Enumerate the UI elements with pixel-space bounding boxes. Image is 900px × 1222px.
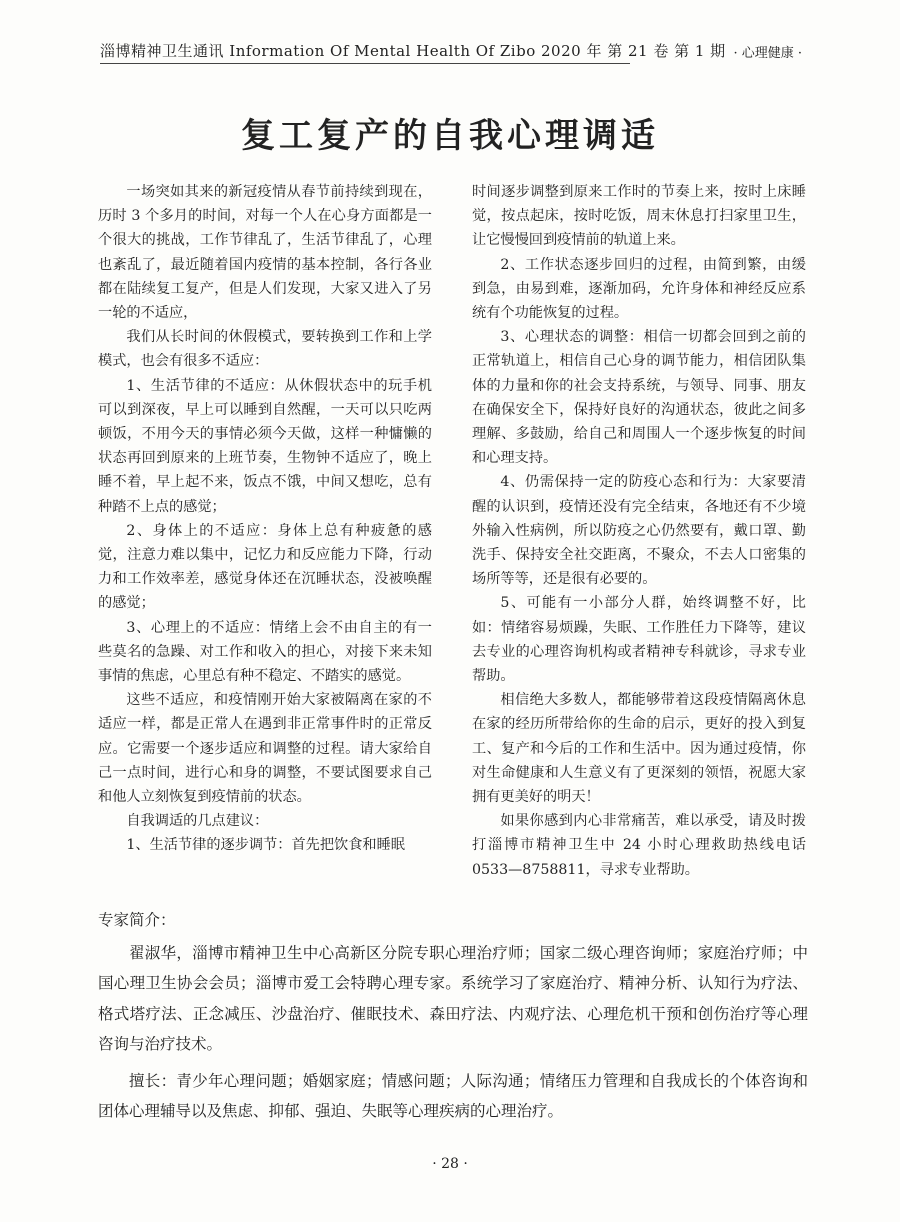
paragraph: 时间逐步调整到原来工作时的节奏上来，按时上床睡觉，按点起床，按时吃饭，周末休息打扫家里卫生，让它慢慢回到疫情前的轨道上来。 xyxy=(472,184,806,249)
paragraph: 1、生活节律的不适应：从休假状态中的玩手机可以到深夜，早上可以睡到自然醒，一天可以只吃两顿饭，不用今天的事情必须今天做，这样一种慵懒的状态再回到原来的上班节奏，生物钟不适应了，晚上睡不着，早上起不来，饭点不饿，中间又想吃，总有种踏不上点的感觉； xyxy=(98,377,432,515)
paragraph: 自我调适的几点建议： xyxy=(126,813,269,830)
expert-bio xyxy=(98,905,808,1127)
article-title: 复工复产的自我心理调适 xyxy=(241,116,659,156)
paragraph: 一场突如其来的新冠疫情从春节前持续到现在，历时 3 个多月的时间，对每一个人在心身方面都是一个很大的挑战，工作节律乱了，生活节律乱了，心理也紊乱了，最近随着国内疫情的基本控制，各行各业都在陆续复工复产，但是人们发现，大家又进入了另一轮的不适应， xyxy=(98,184,432,322)
paragraph: 2、工作状态逐步回归的过程，由简到繁，由缓到急，由易到难，逐渐加码，允许身体和神经反应系统有个功能恢复的过程。 xyxy=(472,256,806,322)
paragraph: 这些不适应，和疫情刚开始大家被隔离在家的不适应一样，都是正常人在遇到非正常事件时的正常反应。它需要一个逐步适应和调整的过程。请大家给自己一点时间，进行心和身的调整，不要试图要求自己和他人立刻恢复到疫情前的状态。 xyxy=(98,692,432,806)
paragraph: 如果你感到内心非常痛苦，难以承受，请及时拨打淄博市精神卫生中 24 小时心理救助热线电话 0533—8758811，寻求专业帮助。 xyxy=(472,813,806,878)
paragraph: 2、身体上的不适应：身体上总有种疲惫的感觉，注意力难以集中，记忆力和反应能力下降，行动力和工作效率差，感觉身体还在沉睡状态，没被唤醒的感觉； xyxy=(98,522,432,612)
paragraph: 4、仍需保持一定的防疫心态和行为：大家要清醒的认识到，疫情还没有完全结束，各地还有不少境外输入性病例，所以防疫之心仍然要有，戴口罩、勤洗手、保持安全社交距离，不聚众，不去人口密集的场所等等，还是很有必要的。 xyxy=(472,474,806,588)
paragraph: 1、生活节律的逐步调节：首先把饮食和睡眠 xyxy=(126,837,405,854)
journal-info: 淄博精神卫生通讯 Information Of Mental Health Of Zibo 2020 年 第 21 卷 第 1 期 xyxy=(100,42,726,60)
paragraph: 5、可能有一小部分人群，始终调整不好，比如：情绪容易烦躁，失眠、工作胜任力下降等，建议去专业的心理咨询机构或者精神专科就诊，寻求专业帮助。 xyxy=(472,595,806,685)
paragraph: 3、心理上的不适应：情绪上会不由自主的有一些莫名的急躁、对工作和收入的担心，对接下来未知事情的焦虑，心里总有种不稳定、不踏实的感觉。 xyxy=(98,619,432,685)
bio-heading: 专家简介： xyxy=(98,911,176,929)
paragraph: 3、心理状态的调整：相信一切都会回到之前的正常轨道上，相信自己心身的调节能力，相信团队集体的力量和你的社会支持系统，与领导、同事、朋友在确保安全下，保持好良好的沟通状态，彼此之间多理解、多鼓励，给自己和周围人一个逐步恢复的时间和心理支持。 xyxy=(472,329,806,467)
section-label: · 心理健康 · xyxy=(733,46,802,61)
bio-specialty: 擅长：青少年心理问题；婚姻家庭；情感问题；人际沟通；情绪压力管理和自我成长的个体咨询和团体心理辅导以及焦虑、抑郁、强迫、失眠等心理疾病的心理治疗。 xyxy=(98,1071,808,1120)
left-column xyxy=(98,180,432,858)
paragraph: 我们从长时间的休假模式，要转换到工作和上学模式，也会有很多不适应： xyxy=(98,329,432,370)
page-number: · 28 · xyxy=(432,1156,468,1172)
right-column xyxy=(472,180,806,882)
paragraph: 相信绝大多数人，都能够带着这段疫情隔离休息在家的经历所带给你的生命的启示，更好的投入到复工、复产和今后的工作和生活中。因为通过疫情，你对生命健康和人生意义有了更深刻的领悟，祝愿大家拥有更美好的明天！ xyxy=(472,692,806,806)
bio-intro: 翟淑华，淄博市精神卫生中心高新区分院专职心理治疗师；国家二级心理咨询师；家庭治疗师；中国心理卫生协会会员；淄博市爱工会特聘心理专家。系统学习了家庭治疗、精神分析、认知行为疗法、格式塔疗法、正念减压、沙盘治疗、催眠技术、森田疗法、内观疗法、心理危机干预和创伤治疗等心理咨询与治疗技术。 xyxy=(98,943,808,1053)
header-rule xyxy=(100,63,630,64)
